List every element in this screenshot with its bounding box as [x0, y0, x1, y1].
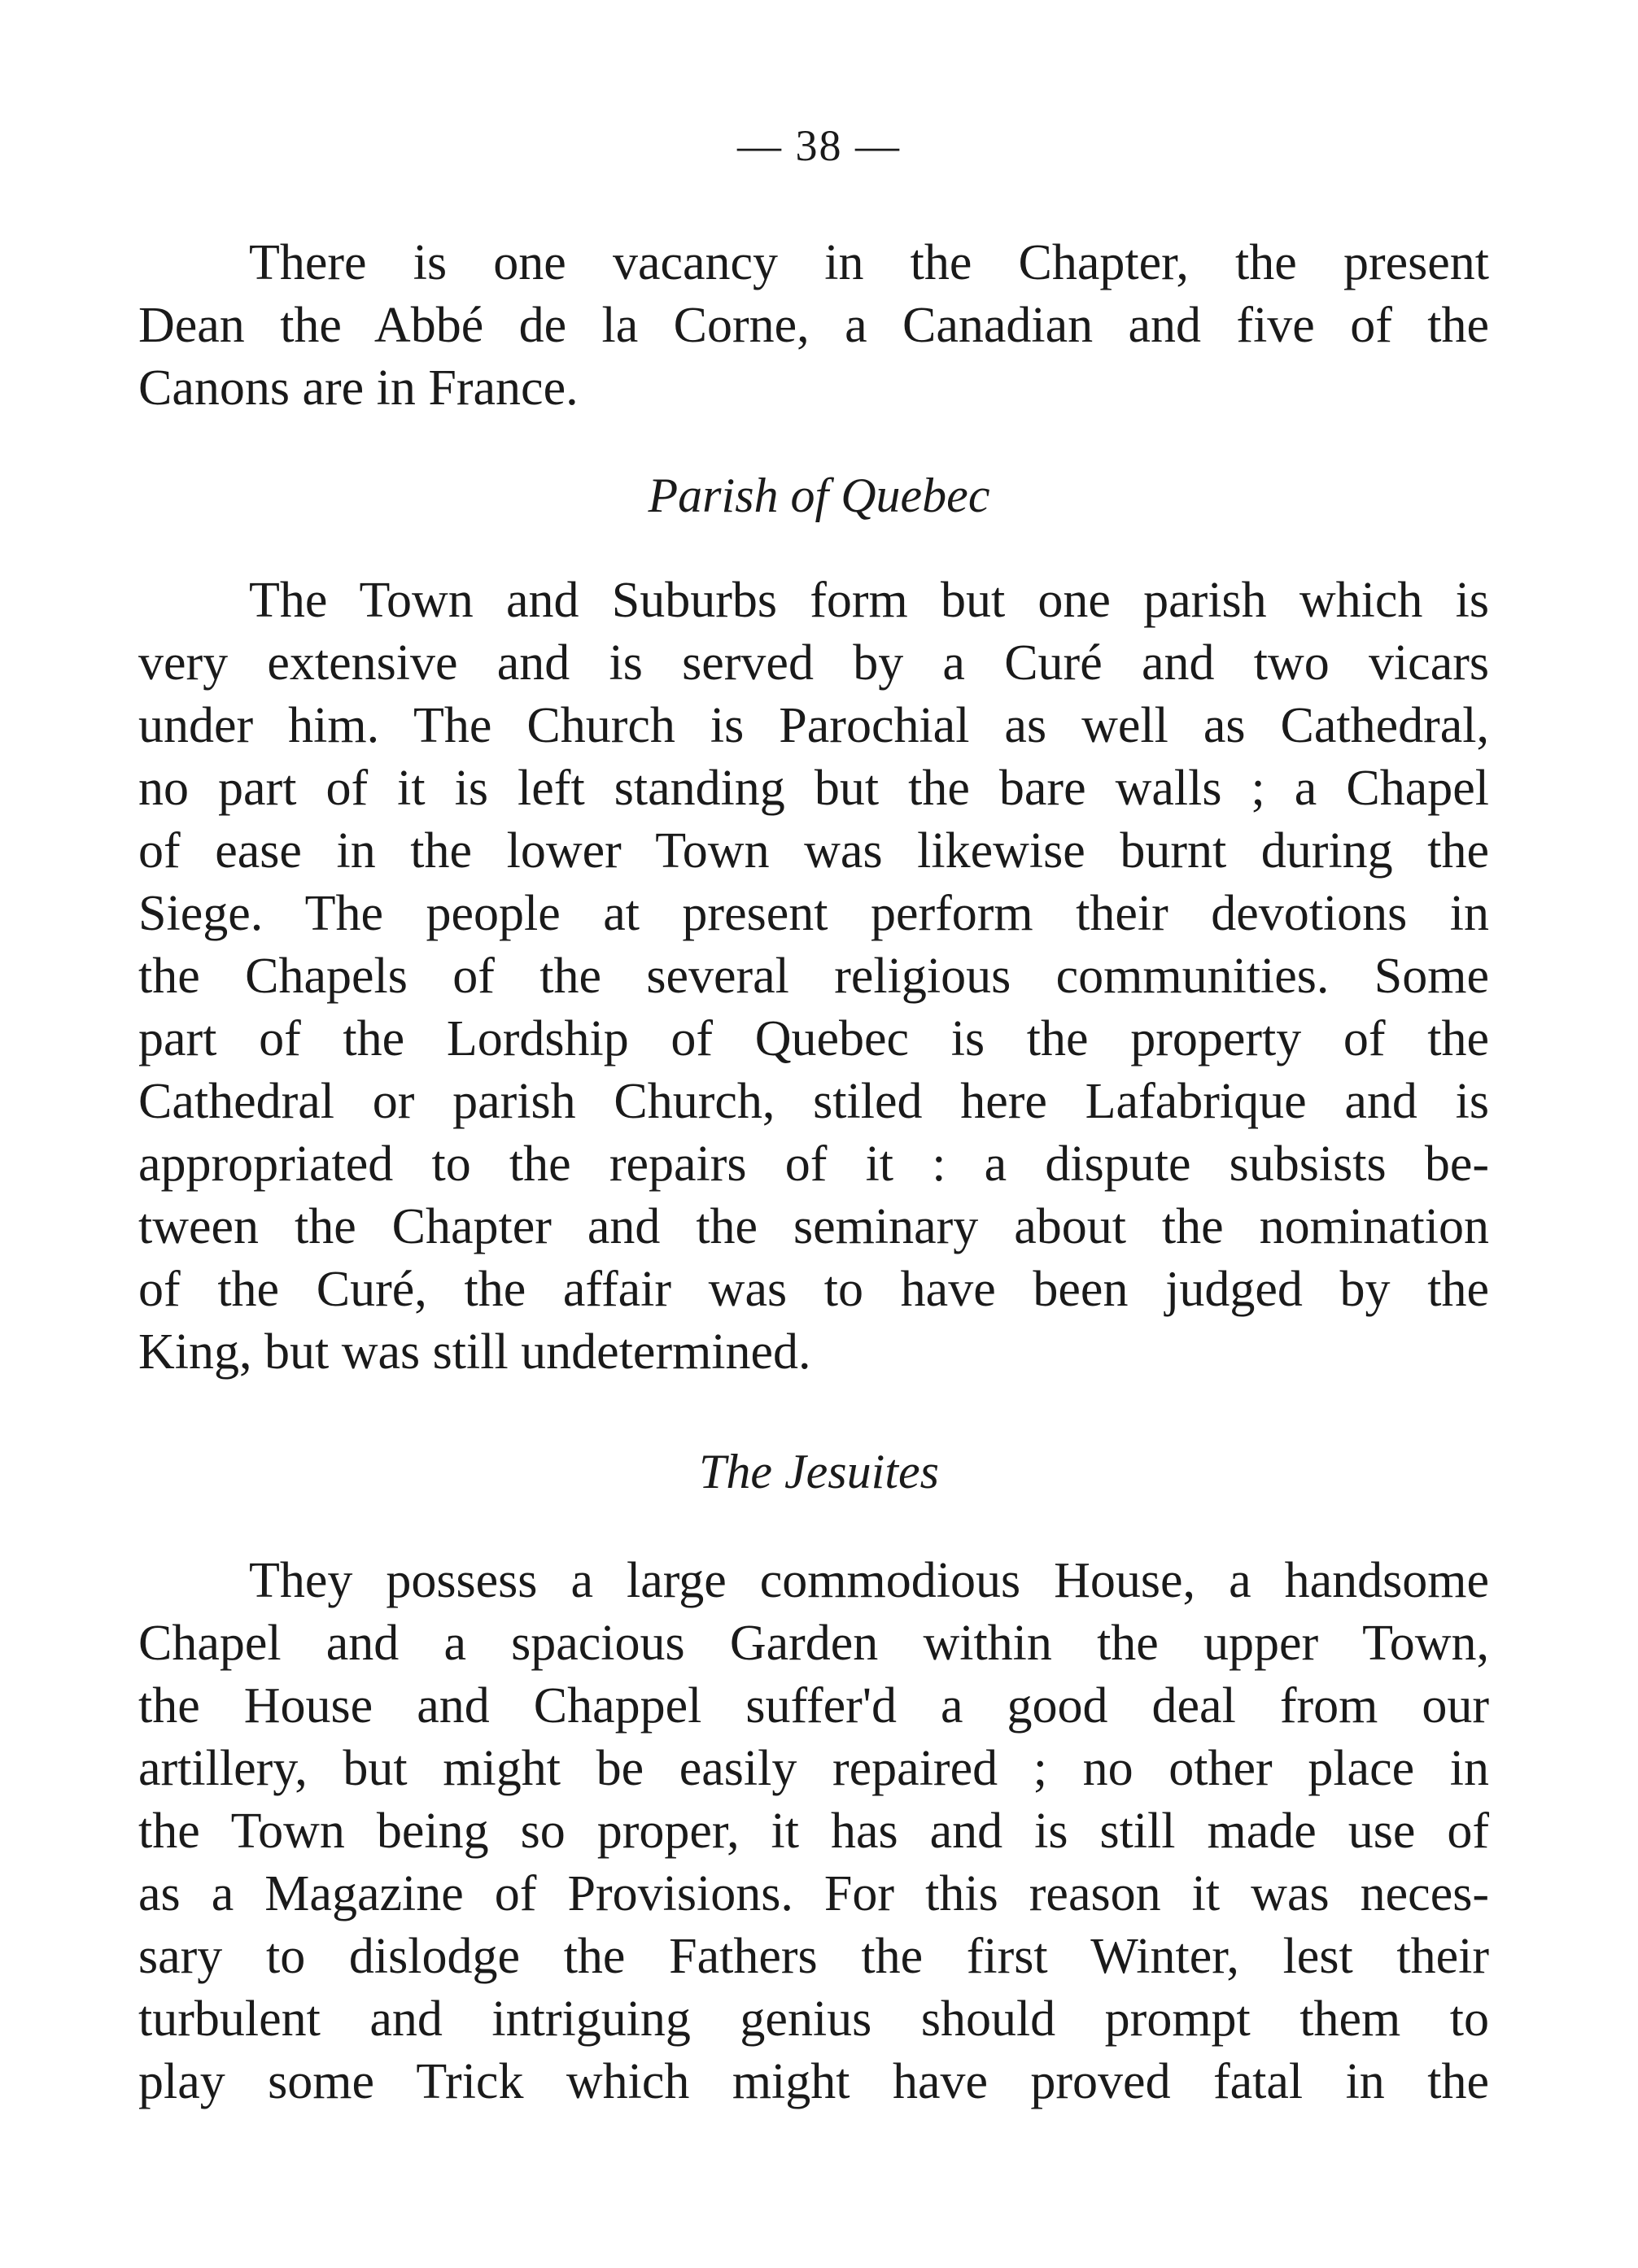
page-number: — 38 —	[737, 121, 901, 170]
text-line: The Town and Suburbs form but one parish which is	[249, 573, 1489, 628]
text-line: play some Trick which might have proved fatal in the	[138, 2054, 1489, 2109]
text-line: Cathedral or parish Church, stiled here Lafabrique and is	[138, 1074, 1489, 1129]
text-line: part of the Lordship of Quebec is the property of the	[138, 1011, 1489, 1066]
text-line: of the Curé, the affair was to have been judged by the	[138, 1262, 1489, 1317]
text-line: no part of it is left standing but the bare walls ; a Chapel	[138, 761, 1489, 816]
text-line: sary to dislodge the Fathers the first Winter, lest their	[138, 1929, 1489, 1984]
paragraph-jesuites	[138, 1550, 1489, 2113]
text-line: the Town being so proper, it has and is still made use of	[138, 1803, 1489, 1859]
text-line: King, but was still undetermined.	[138, 1324, 811, 1380]
text-line: There is one vacancy in the Chapter, the present	[249, 235, 1489, 290]
text-line: Canons are in France.	[138, 360, 579, 416]
section-heading-parish-of-quebec: Parish of Quebec	[648, 469, 990, 522]
section-heading-the-jesuites: The Jesuites	[699, 1445, 939, 1498]
text-line: artillery, but might be easily repaired ; no other place in	[138, 1741, 1489, 1796]
text-line: Dean the Abbé de la Corne, a Canadian and five of the	[138, 298, 1489, 353]
text-line: the Chapels of the several religious communities. Some	[138, 949, 1489, 1004]
text-line: tween the Chapter and the seminary about the nomination	[138, 1199, 1489, 1254]
text-line: very extensive and is served by a Curé and two vicars	[138, 635, 1489, 691]
paragraph-parish	[138, 569, 1489, 1384]
text-line: turbulent and intriguing genius should prompt them to	[138, 1991, 1489, 2047]
text-line: Siege. The people at present perform their devotions in	[138, 886, 1489, 941]
paragraph-chapter-vacancy	[138, 232, 1489, 420]
text-line: as a Magazine of Provisions. For this reason it was neces-	[138, 1866, 1489, 1921]
text-line: the House and Chappel suffer'd a good deal from our	[138, 1678, 1489, 1734]
text-line: They possess a large commodious House, a handsome	[249, 1553, 1489, 1608]
text-line: Chapel and a spacious Garden within the upper Town,	[138, 1616, 1489, 1671]
text-line: under him. The Church is Parochial as well as Cathedral,	[138, 698, 1489, 753]
text-line: of ease in the lower Town was likewise burnt during the	[138, 823, 1489, 879]
text-line: appropriated to the repairs of it : a dispute subsists be-	[138, 1136, 1489, 1192]
